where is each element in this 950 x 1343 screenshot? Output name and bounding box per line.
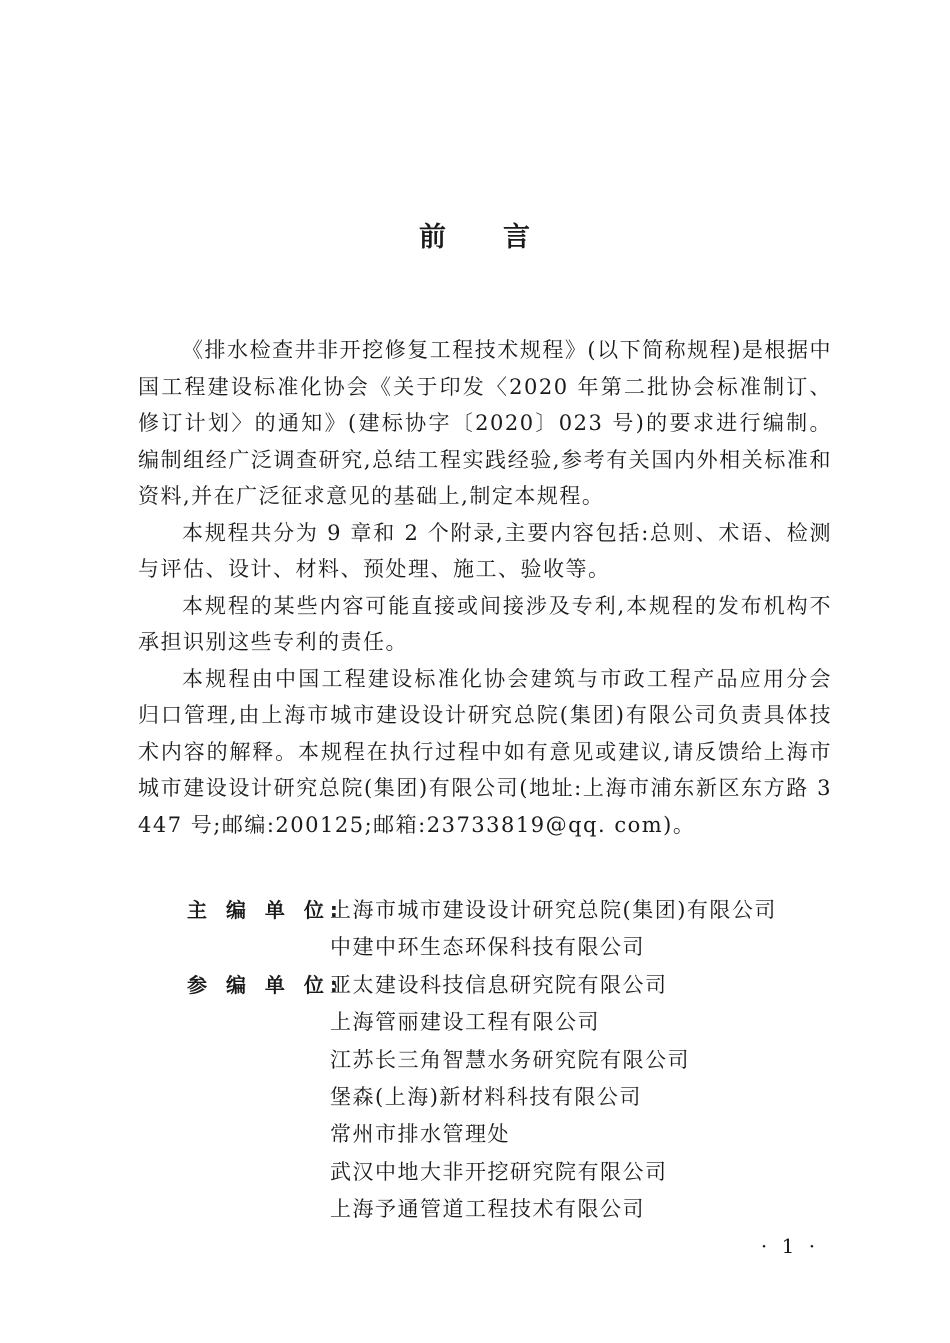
participating-unit-row [187, 1079, 847, 1116]
participating-unit-name: 武汉中地大非开挖研究院有限公司 [330, 1159, 668, 1184]
participating-unit-row [187, 1004, 847, 1041]
participating-unit-name: 堡森(上海)新材料科技有限公司 [330, 1085, 642, 1110]
chief-unit-name: 中建中环生态环保科技有限公司 [330, 935, 645, 960]
participating-unit-row [187, 967, 847, 1004]
participating-unit-name: 江苏长三角智慧水务研究院有限公司 [330, 1047, 690, 1072]
chief-unit-row [187, 892, 847, 929]
participating-unit-name: 常州市排水管理处 [330, 1122, 510, 1147]
participating-unit-name: 亚太建设科技信息研究院有限公司 [330, 972, 668, 997]
page-title [0, 218, 950, 258]
participating-unit-row [187, 1191, 847, 1228]
participating-units-label: 参 编 单 位: [187, 972, 344, 997]
title-char-2: 言 [503, 222, 532, 253]
chief-units-label: 主 编 单 位: [187, 898, 344, 922]
participating-unit-row [187, 1116, 847, 1153]
paragraph-3: 本规程的某些内容可能直接或间接涉及专利,本规程的发布机构不承担识别这些专利的责任。 [138, 593, 832, 654]
paragraph-4: 本规程由中国工程建设标准化协会建筑与市政工程产品应用分会归口管理,由上海市城市建设设计研究总院(集团)有限公司负责具体技术内容的解释。本规程在执行过程中如有意见或建议,请反馈给上海市城市建设设计研究总院(集团)有限公司(地址:上海市浦东新区东方路 3447 号;邮编:200125;邮箱:23733819@qq. com)。 [138, 666, 832, 837]
paragraph-1: 《排水检查井非开挖修复工程技术规程》(以下简称规程)是根据中国工程建设标准化协会《关于印发〈2020 年第二批协会标准制订、修订计划〉的通知》(建标协字〔2020〕023 号)的要求进行编制。编制组经广泛调查研究,总结工程实践经验,参考有关国内外相关标准和资料,并在广泛征求意见的基础上,制定本规程。 [138, 338, 832, 508]
title-char-1: 前 [419, 222, 448, 253]
chief-unit-row [187, 929, 847, 966]
participating-unit-row [187, 1154, 847, 1191]
page-number: · 1 · [760, 1234, 820, 1258]
participating-unit-name: 上海予通管道工程技术有限公司 [330, 1197, 645, 1222]
paragraph-2: 本规程共分为 9 章和 2 个附录,主要内容包括:总则、术语、检测与评估、设计、材料、预处理、施工、验收等。 [138, 520, 832, 581]
participating-unit-name: 上海管丽建设工程有限公司 [330, 1010, 600, 1035]
editing-units [187, 892, 847, 1229]
preface-body [138, 332, 832, 843]
chief-unit-name: 上海市城市建设设计研究总院(集团)有限公司 [330, 898, 777, 922]
participating-unit-row [187, 1042, 847, 1079]
